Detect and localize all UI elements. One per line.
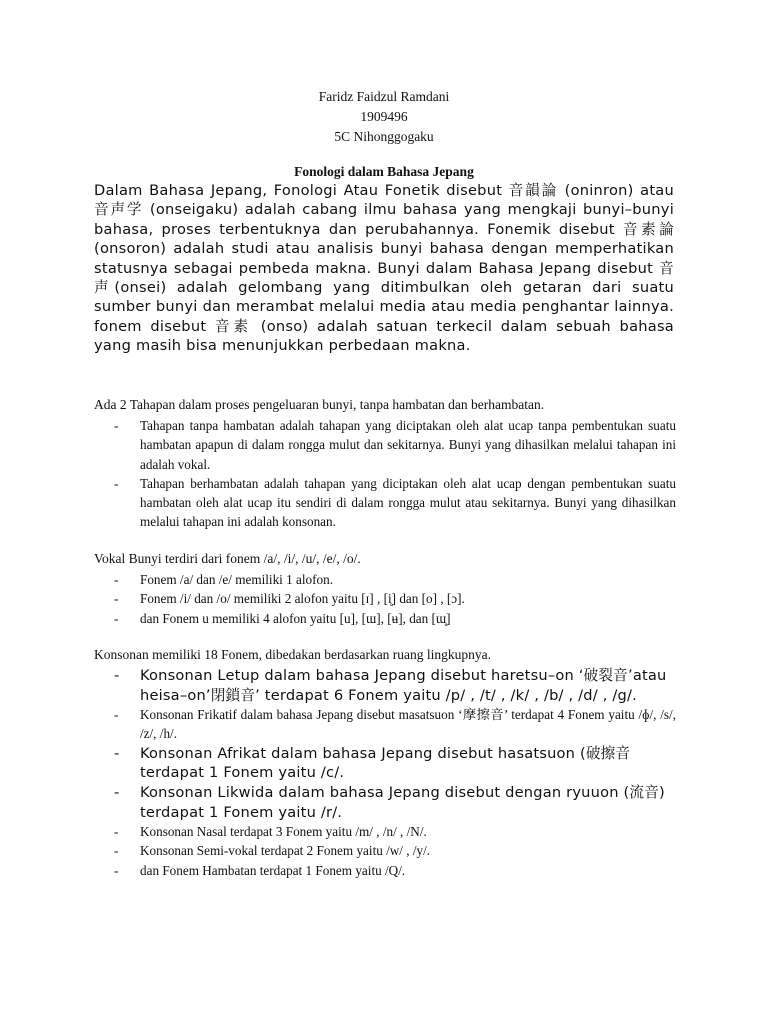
list-item: [94, 474, 676, 532]
list-item-text: Tahapan berhambatan adalah tahapan yang diciptakan oleh alat ucap dengan pembentukan suatu hambatan oleh alat ucap itu sendiri di dalam rongga mulut atau sekitarnya. Bunyi yang dihasilkan melalui tahapan ini adalah konsonan.: [140, 475, 676, 530]
list-item-text: Konsonan Letup dalam bahasa Jepang disebut haretsu–on ‘破裂音’atau heisa–on’閉鎖音’ terdapat 6 Fonem yaitu /p/ , /t/ , /k/ , /b/ , /d/ , /g/.: [140, 667, 667, 704]
dash-bullet: -: [114, 667, 120, 684]
student-id: 1909496: [360, 109, 408, 124]
list-item: [94, 570, 676, 589]
list-item-text: Fonem /i/ dan /o/ memiliki 2 alofon yaitu [ɪ] , [i̥] dan [o] , [ɔ].: [140, 591, 465, 607]
author-header: [0, 87, 768, 147]
list-item: [94, 666, 676, 705]
dash-bullet: -: [114, 843, 119, 859]
vokal-list: [94, 570, 676, 628]
list-item-text: Tahapan tanpa hambatan adalah tahapan yang diciptakan oleh alat ucap tanpa pembentukan suatu hambatan apapun di dalam rongga mulut dan sekitarnya. Bunyi yang dihasilkan melalui tahapan ini adalah vokal.: [140, 418, 676, 472]
document-title: Fonologi dalam Bahasa Jepang: [294, 164, 474, 179]
list-item-text: Konsonan Semi-vokal terdapat 2 Fonem yaitu /w/ , /y/.: [140, 843, 431, 859]
dash-bullet: -: [114, 862, 119, 878]
dash-bullet: -: [114, 591, 119, 607]
list-item-text: Konsonan Afrikat dalam bahasa Jepang disebut hasatsuon (破擦音 terdapat 1 Fonem yaitu /c/.: [140, 744, 631, 782]
list-item-text: dan Fonem u memiliki 4 alofon yaitu [u], [ɯ], [ʉ], dan [ɯ̥]: [140, 610, 451, 626]
list-item-text: Konsonan Nasal terdapat 3 Fonem yaitu /m/ , /n/ , /N/.: [140, 824, 427, 840]
dash-bullet: -: [114, 824, 119, 840]
intro-text: Dalam Bahasa Jepang, Fonologi Atau Fonetik disebut 音韻論 (oninron) atau 音声学 (onseigaku) adalah cabang ilmu bahasa yang mengkaji bunyi–bunyi bahasa, proses terbentuknya dan perubahannya. Fonemik disebut 音素論 (onsoron) adalah studi atau analisis bunyi bahasa dengan memperhatikan statusnya sebagai pembeda makna. Bunyi dalam Bahasa Jepang disebut 音声(onsei) adalah gelombang yang ditimbulkan oleh getaran dari suatu sumber bunyi dan merambat melalui media atau media penghantar lainnya. fonem disebut 音素 (onso) adalah satuan terkecil dalam sebuah bahasa yang masih bisa menunjukkan perbedaan makna.: [94, 182, 674, 355]
dash-bullet: -: [114, 610, 119, 626]
list-item: [94, 416, 676, 474]
dash-bullet: -: [114, 744, 120, 762]
tahapan-list: [94, 416, 676, 532]
list-item-text: Konsonan Frikatif dalam bahasa Jepang disebut masatsuon ‘摩擦音’ terdapat 4 Fonem yaitu /ɸ/, /s/, /z/, /h/.: [140, 707, 676, 742]
list-item: [94, 822, 676, 841]
list-item: [94, 783, 676, 822]
list-item: [94, 841, 676, 860]
dash-bullet: -: [114, 572, 119, 587]
class-name: 5C Nihonggogaku: [334, 129, 434, 144]
konsonan-list: [94, 666, 676, 880]
dash-bullet: -: [114, 783, 120, 801]
section-title-konsonan: Konsonan memiliki 18 Fonem, dibedakan berdasarkan ruang lingkupnya.: [94, 647, 492, 662]
intro-paragraph: [94, 181, 674, 356]
section-title-tahapan: Ada 2 Tahapan dalam proses pengeluaran bunyi, tanpa hambatan dan berhambatan.: [94, 397, 545, 412]
list-item: [94, 861, 676, 880]
dash-bullet: -: [114, 475, 119, 491]
author-name: Faridz Faidzul Ramdani: [318, 89, 450, 104]
list-item-text: dan Fonem Hambatan terdapat 1 Fonem yaitu /Q/.: [140, 862, 406, 878]
list-item: [94, 705, 676, 744]
list-item: [94, 609, 676, 628]
dash-bullet: -: [114, 707, 119, 723]
list-item: [94, 589, 676, 608]
dash-bullet: -: [114, 418, 119, 433]
list-item-text: Konsonan Likwida dalam bahasa Jepang disebut dengan ryuuon (流音) terdapat 1 Fonem yaitu /r/.: [140, 783, 665, 821]
list-item-text: Fonem /a/ dan /e/ memiliki 1 alofon.: [140, 572, 334, 587]
section-title-vokal: Vokal Bunyi terdiri dari fonem /a/, /i/, /u/, /e/, /o/.: [94, 551, 361, 566]
list-item: [94, 744, 676, 783]
